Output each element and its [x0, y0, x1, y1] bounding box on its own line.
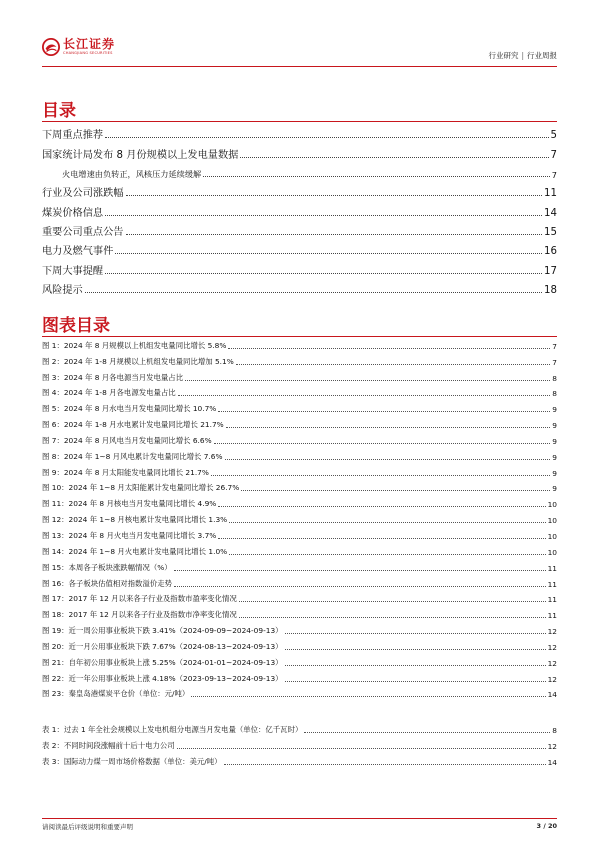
figure-entry[interactable]: [42, 652, 557, 668]
toc-entry-label: 行业及公司涨跌幅: [42, 188, 124, 200]
figure-entry[interactable]: [42, 604, 557, 620]
figure-entry-page: 11: [547, 611, 557, 621]
figure-entry[interactable]: [42, 398, 557, 414]
dot-leader: [226, 427, 551, 428]
figure-entry-page: 10: [547, 516, 557, 526]
figure-entry-page: 10: [547, 500, 557, 510]
figure-entry-page: 7: [552, 341, 557, 351]
figure-entry-label: 图 10：2024 年 1~8 月太阳能累计发电量同比增长 26.7%: [42, 483, 240, 493]
table-entry[interactable]: [42, 735, 557, 751]
logo-subtext: CHANGJIANG SECURITIES: [63, 51, 113, 55]
figure-entry-label: 图 13：2024 年 8 月火电当月发电量同比增长 3.7%: [42, 530, 217, 540]
toc-entry-page: 14: [544, 207, 557, 219]
dot-leader: [285, 633, 546, 634]
figure-entry-label: 图 3：2024 年 8 月各电源当月发电量占比: [42, 372, 184, 382]
toc-entry-label: 风险提示: [42, 285, 83, 297]
toc-entry[interactable]: [42, 161, 557, 180]
toc-entry-label: 火电增速由负转正，风核压力延续缓解: [62, 168, 202, 179]
dot-leader: [236, 364, 551, 365]
logo-text: 长江证券: [63, 37, 116, 51]
footer-disclaimer: 请阅读最后评级说明和重要声明: [42, 823, 133, 831]
toc-entry-label: 下周重点推荐: [42, 130, 104, 142]
figure-entry-page: 12: [547, 658, 557, 668]
figure-entry[interactable]: [42, 684, 557, 700]
table-entry-page: 8: [552, 725, 557, 735]
figure-entry-label: 图 11：2024 年 8 月核电当月发电量同比增长 4.9%: [42, 499, 217, 509]
dot-leader: [229, 522, 545, 523]
dot-leader: [115, 253, 542, 254]
dot-leader: [105, 215, 542, 216]
toc-entry[interactable]: [42, 141, 557, 160]
figure-entry-label: 图 19：近一周公用事业板块下跌 3.41%（2024-09-09~2024-09-13）: [42, 626, 283, 636]
toc-entry-page: 16: [544, 246, 557, 258]
figure-entry-label: 图 18：2017 年 12 月以来各子行业及指数市净率变化情况: [42, 610, 237, 620]
figure-entry-page: 8: [552, 373, 557, 383]
dot-leader: [177, 748, 546, 749]
dot-leader: [211, 475, 550, 476]
dot-leader: [105, 273, 542, 274]
figure-entry[interactable]: [42, 478, 557, 494]
dot-leader: [239, 617, 546, 618]
toc-entry-page: 7: [550, 149, 557, 161]
figure-entry-page: 14: [547, 690, 557, 700]
dot-leader: [225, 459, 551, 460]
table-of-contents: [42, 122, 557, 296]
toc-entry[interactable]: [42, 180, 557, 199]
figure-entry[interactable]: [42, 462, 557, 478]
dot-leader: [239, 601, 546, 602]
figure-entry-label: 图 21：自年初公用事业板块上涨 5.25%（2024-01-01~2024-09-13）: [42, 657, 283, 667]
figure-entry[interactable]: [42, 541, 557, 557]
figure-entry[interactable]: [42, 414, 557, 430]
table-entry-label: 表 2：不同时间段涨幅前十后十电力公司: [42, 740, 175, 750]
figure-entry[interactable]: [42, 367, 557, 383]
figure-entry[interactable]: [42, 620, 557, 636]
toc-entry[interactable]: [42, 199, 557, 218]
dot-leader: [126, 234, 543, 235]
figure-entry-label: 图 15：本周各子板块涨跌幅情况（%）: [42, 562, 172, 572]
figure-entry[interactable]: [42, 636, 557, 652]
dot-leader: [214, 443, 551, 444]
figure-entry-page: 9: [552, 484, 557, 494]
figure-entry[interactable]: [42, 430, 557, 446]
logo-icon: [42, 38, 60, 56]
list-of-figures: [42, 335, 557, 699]
figure-entry-page: 11: [547, 579, 557, 589]
dot-leader: [174, 570, 546, 571]
dot-leader: [285, 681, 546, 682]
table-entry[interactable]: [42, 719, 557, 735]
figure-entry-page: 9: [552, 468, 557, 478]
list-of-tables: [42, 719, 557, 767]
dot-leader: [218, 506, 545, 507]
dot-leader: [85, 292, 542, 293]
figure-entry-page: 12: [547, 674, 557, 684]
toc-entry-page: 17: [544, 265, 557, 277]
figure-entry-page: 12: [547, 627, 557, 637]
dot-leader: [285, 665, 546, 666]
page-number: 3 / 20: [536, 822, 557, 830]
dot-leader: [224, 764, 546, 765]
toc-entry[interactable]: [42, 277, 557, 296]
figure-entry-label: 图 12：2024 年 1~8 月核电累计发电量同比增长 1.3%: [42, 515, 228, 525]
toc-entry[interactable]: [42, 122, 557, 141]
figure-entry-label: 图 16：各子板块估值相对指数溢价走势: [42, 578, 173, 588]
table-entry-label: 表 1：过去 1 年全社会规模以上发电机组分电源当月发电量（单位：亿千瓦时）: [42, 724, 303, 734]
figure-entry-label: 图 6：2024 年 1-8 月水电累计发电量同比增长 21.7%: [42, 420, 224, 430]
category-label: 行业研究: [488, 51, 519, 60]
toc-entry-label: 国家统计局发布 8 月份规模以上发电量数据: [42, 149, 239, 161]
figure-entry-page: 11: [547, 563, 557, 573]
dot-leader: [285, 649, 546, 650]
toc-entry-page: 7: [551, 169, 557, 180]
figure-entry-label: 图 8：2024 年 1~8 月风电累计发电量同比增长 7.6%: [42, 451, 223, 461]
figure-entry[interactable]: [42, 509, 557, 525]
dot-leader: [174, 586, 546, 587]
report-type-label: 行业周报: [527, 51, 557, 60]
dot-leader: [126, 195, 543, 196]
figure-entry-label: 图 7：2024 年 8 月风电当月发电量同比增长 6.6%: [42, 435, 212, 445]
figure-entry[interactable]: [42, 446, 557, 462]
figure-entry-label: 图 2：2024 年 1-8 月规模以上机组发电量同比增加 5.1%: [42, 356, 234, 366]
dot-leader: [185, 380, 550, 381]
toc-entry-label: 电力及燃气事件: [42, 246, 114, 258]
dot-leader: [218, 411, 550, 412]
figure-entry[interactable]: [42, 557, 557, 573]
toc-entry-label: 重要公司重点公告: [42, 226, 124, 238]
figure-entry-label: 图 5：2024 年 8 月水电当月发电量同比增长 10.7%: [42, 404, 217, 414]
figure-entry-page: 9: [552, 452, 557, 462]
table-entry[interactable]: [42, 751, 557, 767]
figure-entry-page: 9: [552, 405, 557, 415]
figure-entry-label: 图 14：2024 年 1~8 月火电累计发电量同比增长 1.0%: [42, 546, 228, 556]
dot-leader: [203, 176, 550, 177]
figure-entry[interactable]: [42, 335, 557, 351]
figure-entry-label: 图 1：2024 年 8 月规模以上机组发电量同比增长 5.8%: [42, 340, 227, 350]
figure-entry-label: 图 9：2024 年 8 月太阳能发电量同比增长 21.7%: [42, 467, 209, 477]
figure-entry[interactable]: [42, 383, 557, 399]
header-divider: [42, 66, 557, 67]
report-category: [488, 50, 557, 61]
toc-entry-page: 15: [544, 226, 557, 238]
figure-entry-page: 11: [547, 595, 557, 605]
figure-entry-page: 12: [547, 642, 557, 652]
figure-entry[interactable]: [42, 525, 557, 541]
toc-entry-page: 5: [550, 130, 557, 142]
figure-entry-label: 图 22：近一年公用事业板块上涨 4.18%（2023-09-13~2024-09-13）: [42, 673, 283, 683]
toc-entry[interactable]: [42, 238, 557, 257]
dot-leader: [178, 395, 551, 396]
toc-entry-label: 煤炭价格信息: [42, 207, 104, 219]
toc-entry[interactable]: [42, 219, 557, 238]
figure-entry[interactable]: [42, 573, 557, 589]
dot-leader: [191, 696, 545, 697]
lof-title: 图表目录: [42, 316, 110, 336]
footer-divider: [42, 818, 557, 819]
dot-leader: [304, 732, 550, 733]
figure-entry-label: 图 20：近一月公用事业板块下跌 7.67%（2024-08-13~2024-09-13）: [42, 641, 283, 651]
header-separator: |: [521, 51, 524, 60]
table-entry-label: 表 3：国际动力煤一周市场价格数据（单位：美元/吨）: [42, 756, 222, 766]
table-entry-page: 14: [547, 757, 557, 767]
company-logo: [42, 38, 115, 56]
toc-entry-page: 11: [544, 188, 557, 200]
dot-leader: [240, 157, 548, 158]
figure-entry-label: 图 4：2024 年 1-8 月各电源发电量占比: [42, 388, 176, 398]
dot-leader: [241, 490, 550, 491]
toc-entry-label: 下周大事提醒: [42, 265, 104, 277]
figure-entry-label: 图 23：秦皇岛港煤炭平仓价（单位：元/吨）: [42, 689, 190, 699]
page-header: [42, 37, 557, 66]
figure-entry[interactable]: [42, 351, 557, 367]
figure-entry-page: 10: [547, 547, 557, 557]
dot-leader: [105, 137, 548, 138]
toc-entry-page: 18: [544, 285, 557, 297]
figure-entry[interactable]: [42, 668, 557, 684]
figure-entry[interactable]: [42, 589, 557, 605]
figure-entry-page: 10: [547, 531, 557, 541]
toc-title: 目录: [42, 101, 76, 121]
dot-leader: [229, 554, 545, 555]
figure-entry-label: 图 17：2017 年 12 月以来各子行业及指数市盈率变化情况: [42, 594, 237, 604]
dot-leader: [228, 348, 550, 349]
figure-entry-page: 9: [552, 421, 557, 431]
toc-entry[interactable]: [42, 257, 557, 276]
dot-leader: [218, 538, 545, 539]
table-entry-page: 12: [547, 741, 557, 751]
figure-entry-page: 7: [552, 357, 557, 367]
figure-entry-page: 9: [552, 436, 557, 446]
figure-entry[interactable]: [42, 493, 557, 509]
figure-entry-page: 8: [552, 389, 557, 399]
